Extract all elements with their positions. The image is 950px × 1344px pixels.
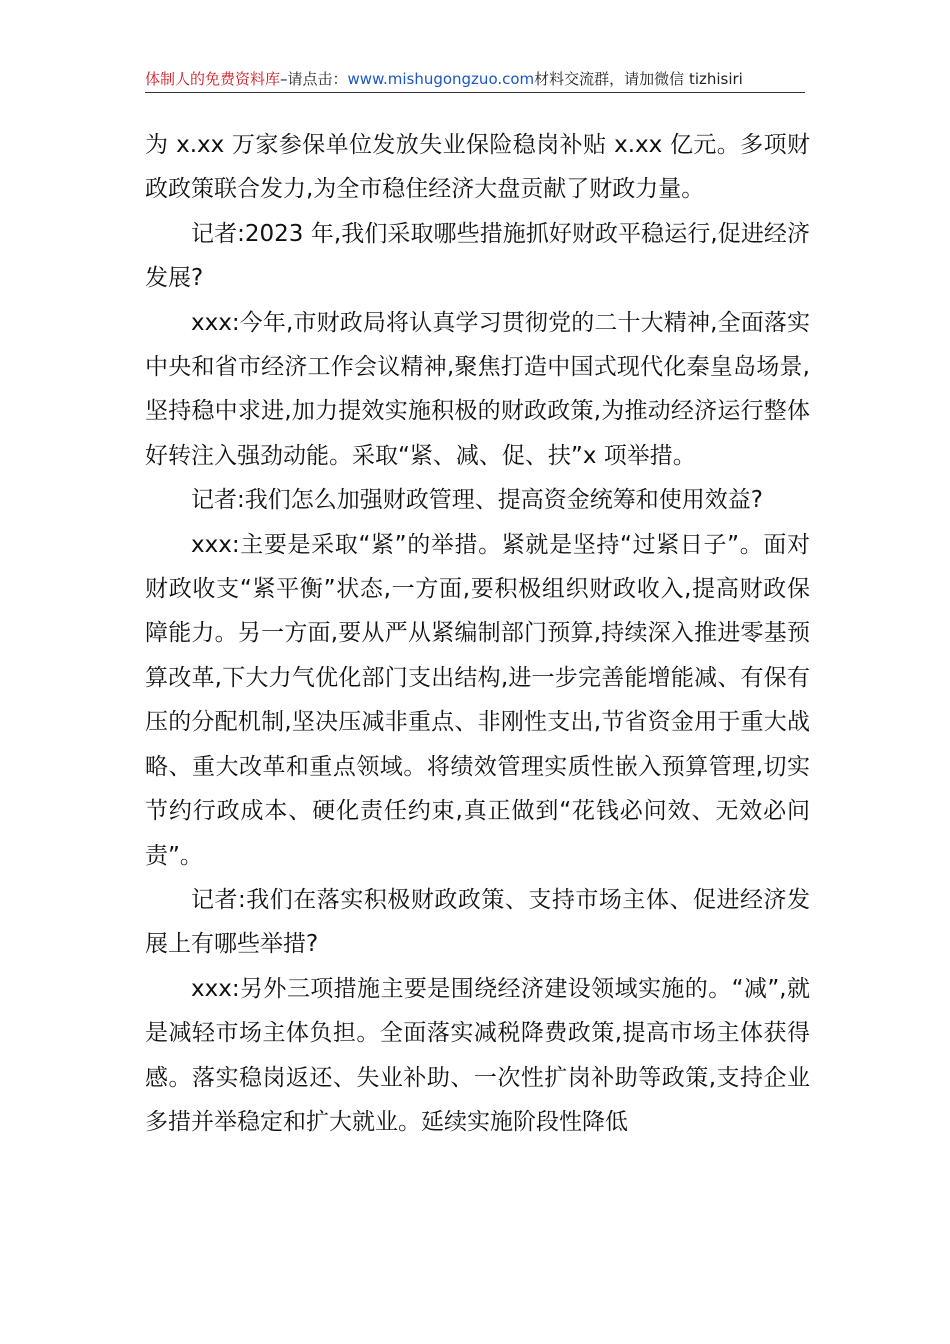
paragraph-6-question: 记者:我们在落实积极财政政策、支持市场主体、促进经济发展上有哪些举措? [145,886,810,958]
page-header [145,66,805,93]
header-brand: 体制人的免费资料库 [145,70,281,88]
header-prompt: –请点击： [280,70,348,88]
paragraph-4-question: 记者:我们怎么加强财政管理、提高资金统筹和使用效益? [191,487,763,514]
header-url-link[interactable]: www.mishugongzuo.com [347,70,535,88]
paragraph-2-question: 记者:2023 年,我们采取哪些措施抓好财政平稳运行,促进经济发展? [145,220,810,292]
paragraph-3-answer: xxx:今年,市财政局将认真学习贯彻党的二十大精神,全面落实中央和省市经济工作会议精神,聚焦打造中国式现代化秦皇岛场景,坚持稳中求进,加力提效实施积极的财政政策,为推动经济运行整体好转注入强劲动能。采取“紧、减、促、扶”x 项举措。 [145,309,810,469]
header-suffix: 材料交流群，请加微信 tizhisiri [534,70,743,88]
paragraph-7-answer: xxx:另外三项措施主要是围绕经济建设领域实施的。“减”,就是减轻市场主体负担。全面落实减税降费政策,提高市场主体获得感。落实稳岗返还、失业补助、一次性扩岗补助等政策,支持企业多措并举稳定和扩大就业。延续实施阶段性降低 [145,975,810,1135]
paragraph-1: 为 x.xx 万家参保单位发放失业保险稳岗补贴 x.xx 亿元。多项财政政策联合发力,为全市稳住经济大盘贡献了财政力量。 [145,132,810,203]
paragraph-5-answer: xxx:主要是采取“紧”的举措。紧就是坚持“过紧日子”。面对财政收支“紧平衡”状态,一方面,要积极组织财政收入,提高财政保障能力。另一方面,要从严从紧编制部门预算,持续深入推进零基预算改革,下大力气优化部门支出结构,进一步完善能增能减、有保有压的分配机制,坚决压减非重点、非刚性支出,节省资金用于重大战略、重大改革和重点领域。将绩效管理实质性嵌入预算管理,切实节约行政成本、硬化责任约束,真正做到“花钱必问效、无效必问责”。 [145,531,810,869]
document-body [145,123,810,1144]
